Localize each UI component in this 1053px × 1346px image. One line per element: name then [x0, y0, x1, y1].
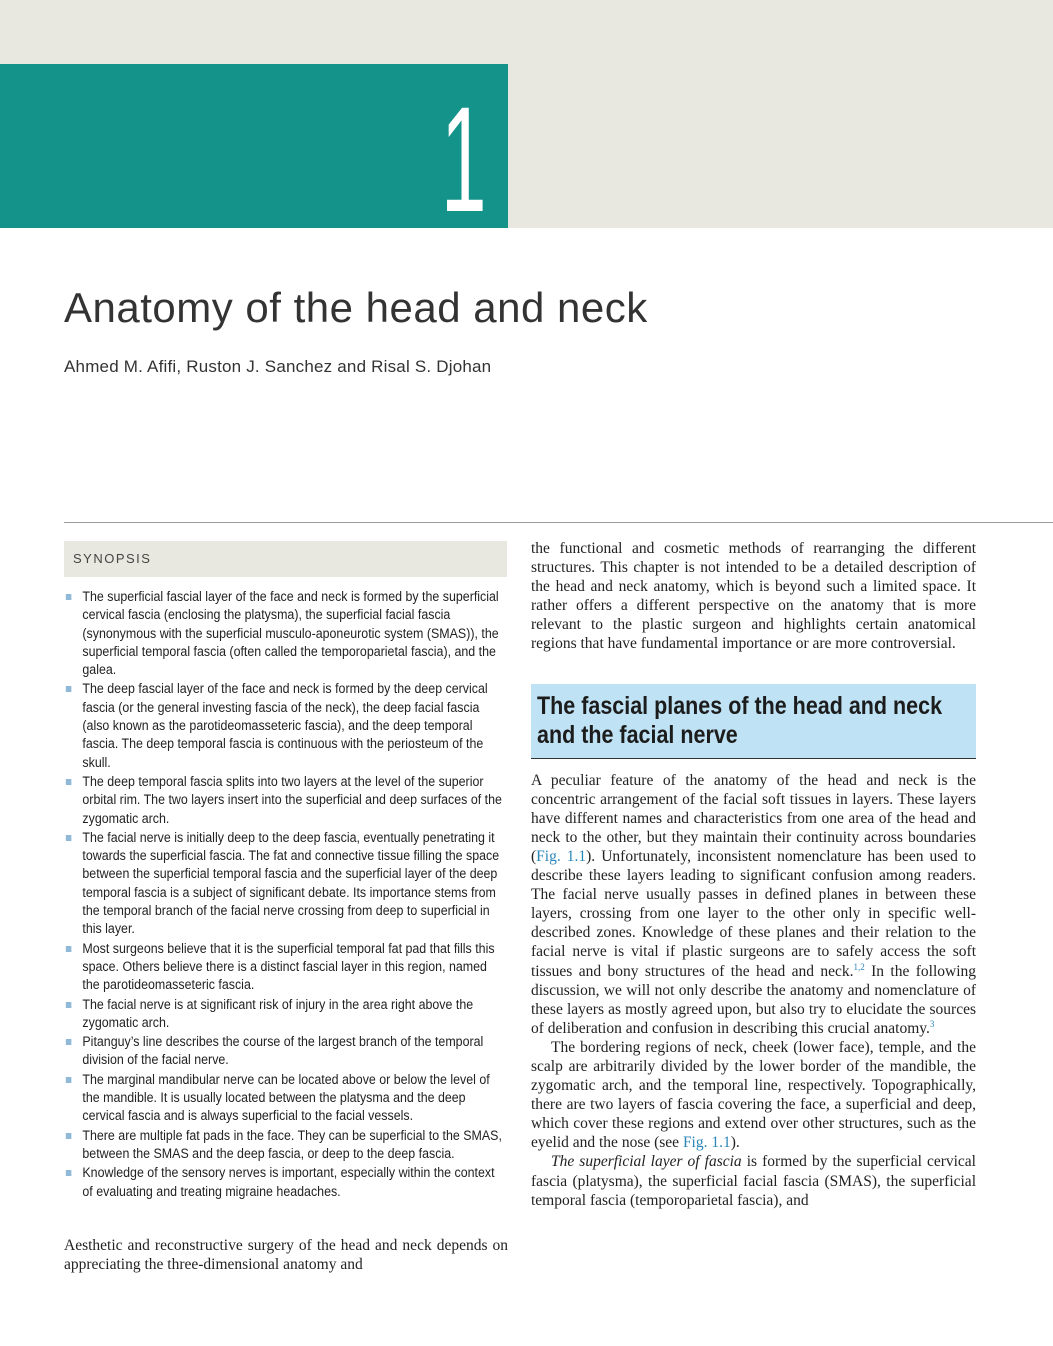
chapter-number: 1	[440, 75, 484, 243]
body-paragraph: The bordering regions of neck, cheek (lower face), temple, and the scalp are arbitrarily divided by the lower border of the mandible, the zygomatic arch, and the temporal line, respectively. Topographically, there are two layers of fascia covering the face, a superficial and deep, which cover these regions and extend over other structures, such as the eyelid and the nose (see Fig. 1.1).	[531, 1038, 976, 1152]
body-paragraph: A peculiar feature of the anatomy of the head and neck is the concentric arrangement of the facial soft tissues in layers. These layers have different names and characteristics from one area of the head and neck to the other, but they maintain their continuity across boundaries (Fig. 1.1). Unfortunately, inconsistent nomenclature has been used to describe these layers leading to significant confusion among readers. The facial nerve usually passes in defined planes in between these layers, crossing from one layer to the other only in specific well-described zones. Knowledge of these planes and their relation to the facial nerve is vital if plastic surgeons are to safely access the soft tissues and bony structures of the head and neck.$^{1,2}$ In the following discussion, we will not only describe the anatomy and nomenclature of these layers as mostly agreed upon, but also try to elucidate the sources of deliberation and confusion in describing this crucial anatomy.$^3$	[531, 771, 976, 1037]
right-column	[531, 539, 976, 1210]
body-paragraph: The superficial layer of fascia is formed by the superficial cervical fascia (platysma), the superficial facial fascia (SMAS), the superficial temporal fascia (temporoparietal fascia), and	[531, 1153, 976, 1209]
synopsis-item: The deep temporal fascia splits into two layers at the level of the superior orbital rim. The two layers insert into the superficial and deep surfaces of the zygomatic arch.	[64, 773, 507, 828]
synopsis-box	[64, 541, 507, 1202]
figure-link[interactable]: Fig. 1.1	[682, 1134, 731, 1152]
bullet-square-icon	[66, 686, 72, 692]
synopsis-item: Most surgeons believe that it is the superficial temporal fat pad that fills this space. Others believe there is a distinct fascial layer in this region, named the parotideomasseteric fascia.	[64, 940, 507, 995]
body-paragraph: Aesthetic and reconstructive surgery of the head and neck depends on appreciating the three-dimensional anatomy and	[64, 1237, 508, 1273]
synopsis-item: The deep fascial layer of the face and neck is formed by the deep cervical fascia (or the general investing fascia of the neck), the deep facial fascia (also known as the parotideomasseteric fascia), and the deep temporal fascia. The deep temporal fascia is continuous with the periosteum of the skull.	[64, 680, 507, 771]
bullet-square-icon	[66, 779, 72, 785]
synopsis-item: The facial nerve is initially deep to the deep fascia, eventually penetrating it towards the superficial fascia. The fat and connective tissue filling the space between the superficial temporal fascia and the superficial layer of the deep temporal fascia is a subject of significant debate. Its importance stems from the temporal branch of the facial nerve crossing from deep to superficial in this layer.	[64, 829, 507, 939]
synopsis-item: The superficial fascial layer of the face and neck is formed by the superficial cervical fascia (enclosing the platysma), the superficial facial fascia (synonymous with the superficial musculo-aponeurotic system (SMAS)), the superficial temporal fascia (often called the temporoparietal fascia), and the galea.	[64, 588, 507, 679]
divider	[64, 522, 1053, 523]
synopsis-item: Knowledge of the sensory nerves is important, especially within the context of evaluating and treating migraine headaches.	[64, 1164, 507, 1201]
chapter-authors: Ahmed M. Afifi, Ruston J. Sanchez and Risal S. Djohan	[64, 357, 492, 376]
chapter-number-block	[0, 64, 508, 243]
synopsis-item: There are multiple fat pads in the face. They can be superficial to the SMAS, between the SMAS and the deep fascia, or deep to the deep fascia.	[64, 1127, 507, 1164]
emphasis-term: The superficial layer of fascia	[551, 1153, 742, 1171]
bullet-square-icon	[66, 1002, 72, 1008]
chapter-title: Anatomy of the head and neck	[64, 284, 648, 331]
synopsis-heading: SYNOPSIS	[64, 541, 507, 577]
bullet-square-icon	[66, 594, 72, 600]
intro-paragraph: the functional and cosmetic methods of rearranging the different structures. This chapter is not intended to be a detailed description of the head and neck anatomy, which is beyond such a limited space. It rather offers a different perspective on the anatomy that is more relevant to the plastic surgeon and highlights certain anatomical regions that have fundamental importance or are more controversial.	[531, 540, 976, 653]
section-heading: The fascial planes of the head and neck and the facial nerve	[537, 691, 943, 749]
reference-superscript[interactable]: 3	[929, 1018, 935, 1029]
reference-superscript[interactable]: 1,2	[853, 961, 865, 972]
synopsis-item: Pitanguy’s line describes the course of the largest branch of the temporal division of the facial nerve.	[64, 1033, 507, 1070]
synopsis-item: The facial nerve is at significant risk of injury in the area right above the zygomatic arch.	[64, 996, 507, 1033]
figure-link[interactable]: Fig. 1.1	[536, 847, 587, 865]
bullet-square-icon	[66, 1133, 72, 1139]
bullet-square-icon	[66, 1039, 72, 1045]
bullet-square-icon	[66, 1077, 72, 1083]
synopsis-list	[64, 588, 507, 1201]
synopsis-item: The marginal mandibular nerve can be located above or below the level of the mandible. It is usually located between the platysma and the deep cervical fascia and is always superficial to the facial vessels.	[64, 1071, 507, 1126]
bullet-square-icon	[66, 1170, 72, 1176]
bullet-square-icon	[66, 946, 72, 952]
section-heading-box	[531, 684, 976, 759]
bullet-square-icon	[66, 835, 72, 841]
